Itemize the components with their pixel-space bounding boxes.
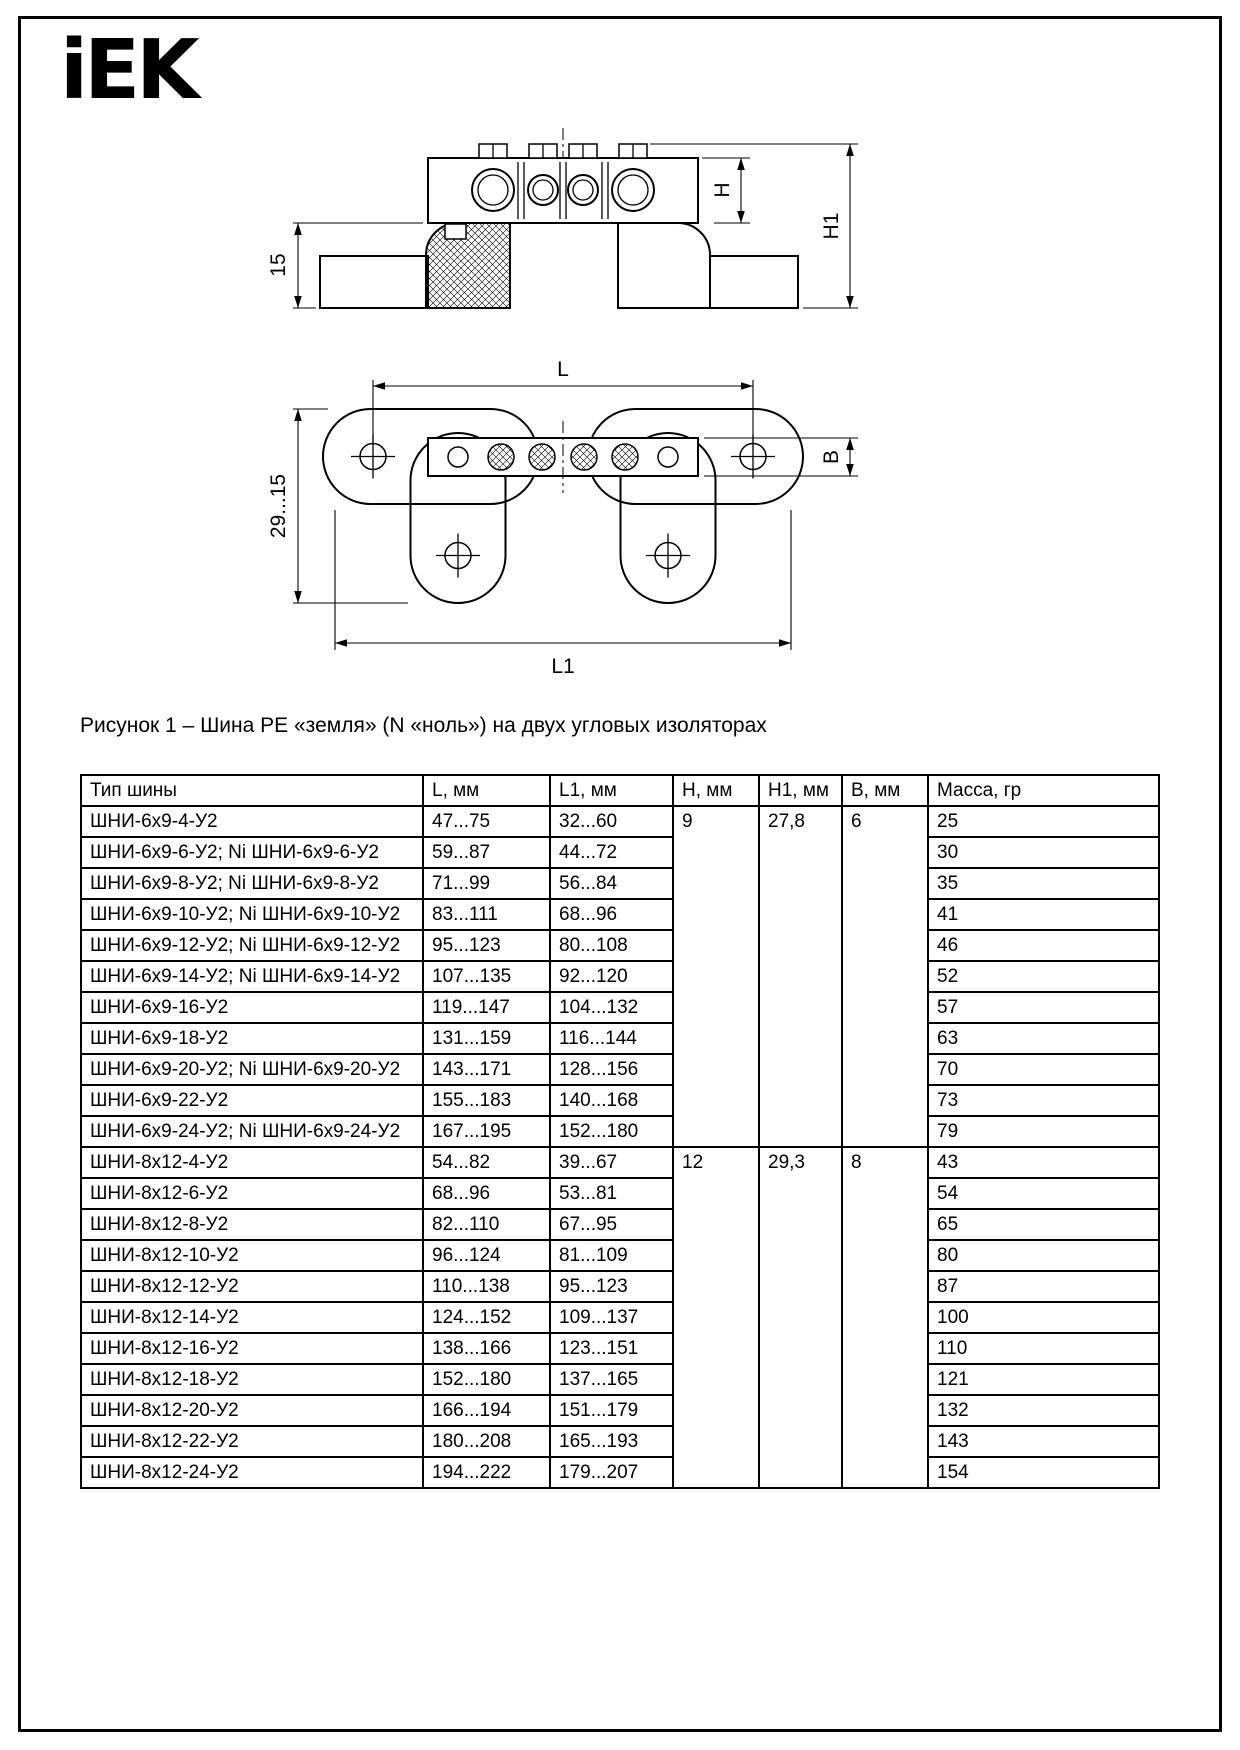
table-cell: 52 xyxy=(928,961,1159,992)
table-cell: ШНИ-6х9-6-У2; Ni ШНИ-6х9-6-У2 xyxy=(81,837,423,868)
table-cell: ШНИ-6х9-8-У2; Ni ШНИ-6х9-8-У2 xyxy=(81,868,423,899)
table-row xyxy=(81,806,1159,837)
table-cell: ШНИ-8х12-18-У2 xyxy=(81,1364,423,1395)
table-cell: ШНИ-8х12-6-У2 xyxy=(81,1178,423,1209)
table-cell: 81...109 xyxy=(550,1240,673,1271)
dim-label-l1: L1 xyxy=(551,655,575,678)
table-cell: 95...123 xyxy=(423,930,550,961)
table-cell: 41 xyxy=(928,899,1159,930)
table-cell: 25 xyxy=(928,806,1159,837)
table-cell: 155...183 xyxy=(423,1085,550,1116)
table-cell: 151...179 xyxy=(550,1395,673,1426)
table-cell: 70 xyxy=(928,1054,1159,1085)
table-cell: 167...195 xyxy=(423,1116,550,1147)
col-header-h1: Н1, мм xyxy=(759,775,842,806)
table-cell: 54...82 xyxy=(423,1147,550,1178)
table-cell: 131...159 xyxy=(423,1023,550,1054)
table-cell: 71...99 xyxy=(423,868,550,899)
table-cell: 39...67 xyxy=(550,1147,673,1178)
figure-drawing xyxy=(258,128,878,688)
table-cell: 68...96 xyxy=(423,1178,550,1209)
table-cell: 35 xyxy=(928,868,1159,899)
table-cell: 128...156 xyxy=(550,1054,673,1085)
table-row xyxy=(81,930,1159,961)
table-cell: 152...180 xyxy=(423,1364,550,1395)
table-row xyxy=(81,899,1159,930)
table-cell: 9 xyxy=(673,806,759,1147)
table-cell: 137...165 xyxy=(550,1364,673,1395)
spec-table-body xyxy=(81,806,1159,1488)
table-cell: 6 xyxy=(842,806,928,1147)
table-cell: 80...108 xyxy=(550,930,673,961)
table-cell: 180...208 xyxy=(423,1426,550,1457)
table-cell: 29,3 xyxy=(759,1147,842,1488)
table-row xyxy=(81,1147,1159,1178)
table-row xyxy=(81,1209,1159,1240)
table-cell: 44...72 xyxy=(550,837,673,868)
table-cell: ШНИ-8х12-10-У2 xyxy=(81,1240,423,1271)
table-cell: ШНИ-6х9-10-У2; Ni ШНИ-6х9-10-У2 xyxy=(81,899,423,930)
spec-table xyxy=(80,774,1160,1489)
table-cell: 109...137 xyxy=(550,1302,673,1333)
table-cell: ШНИ-6х9-24-У2; Ni ШНИ-6х9-24-У2 xyxy=(81,1116,423,1147)
iek-logo: iEK xyxy=(60,23,196,118)
table-cell: 96...124 xyxy=(423,1240,550,1271)
dim-label-b: B xyxy=(820,449,843,465)
table-row xyxy=(81,1178,1159,1209)
table-cell: 143 xyxy=(928,1426,1159,1457)
col-header-type: Тип шины xyxy=(81,775,423,806)
table-cell: 68...96 xyxy=(550,899,673,930)
table-row xyxy=(81,1364,1159,1395)
dim-label-h: H xyxy=(711,182,734,198)
dim-label-15: 15 xyxy=(267,253,290,277)
table-cell: 63 xyxy=(928,1023,1159,1054)
table-row xyxy=(81,961,1159,992)
table-cell: 123...151 xyxy=(550,1333,673,1364)
table-cell: ШНИ-6х9-22-У2 xyxy=(81,1085,423,1116)
table-cell: 43 xyxy=(928,1147,1159,1178)
table-cell: ШНИ-8х12-24-У2 xyxy=(81,1457,423,1488)
table-cell: ШНИ-8х12-20-У2 xyxy=(81,1395,423,1426)
col-header-l1: L1, мм xyxy=(550,775,673,806)
table-row xyxy=(81,1240,1159,1271)
table-cell: 95...123 xyxy=(550,1271,673,1302)
corner-insulator xyxy=(618,223,710,308)
table-row xyxy=(81,868,1159,899)
table-cell: 110 xyxy=(928,1333,1159,1364)
table-cell: 107...135 xyxy=(423,961,550,992)
table-row xyxy=(81,992,1159,1023)
table-cell: 121 xyxy=(928,1364,1159,1395)
table-cell: ШНИ-8х12-12-У2 xyxy=(81,1271,423,1302)
col-header-b: В, мм xyxy=(842,775,928,806)
figure-caption: Рисунок 1 – Шина PE «земля» (N «ноль») на двух угловых изоляторах xyxy=(80,714,767,737)
table-cell: 138...166 xyxy=(423,1333,550,1364)
table-cell: 47...75 xyxy=(423,806,550,837)
table-cell: 87 xyxy=(928,1271,1159,1302)
table-cell: 80 xyxy=(928,1240,1159,1271)
table-cell: ШНИ-6х9-14-У2; Ni ШНИ-6х9-14-У2 xyxy=(81,961,423,992)
table-row xyxy=(81,1395,1159,1426)
table-row xyxy=(81,1054,1159,1085)
table-cell: ШНИ-6х9-18-У2 xyxy=(81,1023,423,1054)
table-cell: 59...87 xyxy=(423,837,550,868)
table-cell: ШНИ-8х12-4-У2 xyxy=(81,1147,423,1178)
table-cell: ШНИ-6х9-20-У2; Ni ШНИ-6х9-20-У2 xyxy=(81,1054,423,1085)
table-cell: 104...132 xyxy=(550,992,673,1023)
table-row xyxy=(81,1426,1159,1457)
table-cell: ШНИ-6х9-12-У2; Ni ШНИ-6х9-12-У2 xyxy=(81,930,423,961)
table-row xyxy=(81,1302,1159,1333)
table-cell: 179...207 xyxy=(550,1457,673,1488)
table-cell: 57 xyxy=(928,992,1159,1023)
table-cell: 194...222 xyxy=(423,1457,550,1488)
table-cell: 65 xyxy=(928,1209,1159,1240)
table-cell: 73 xyxy=(928,1085,1159,1116)
table-cell: 46 xyxy=(928,930,1159,961)
bus-body xyxy=(428,158,698,223)
table-cell: 166...194 xyxy=(423,1395,550,1426)
table-cell: 83...111 xyxy=(423,899,550,930)
col-header-h: Н, мм xyxy=(673,775,759,806)
table-cell: 27,8 xyxy=(759,806,842,1147)
table-cell: 116...144 xyxy=(550,1023,673,1054)
table-cell: 140...168 xyxy=(550,1085,673,1116)
table-cell: 165...193 xyxy=(550,1426,673,1457)
table-cell: 152...180 xyxy=(550,1116,673,1147)
col-header-mass: Масса, гр xyxy=(928,775,1159,806)
table-cell: 143...171 xyxy=(423,1054,550,1085)
dim-label-l: L xyxy=(557,358,569,381)
col-header-l: L, мм xyxy=(423,775,550,806)
table-cell: 92...120 xyxy=(550,961,673,992)
table-row xyxy=(81,837,1159,868)
plan-view xyxy=(267,358,858,678)
table-cell: 8 xyxy=(842,1147,928,1488)
table-cell: ШНИ-8х12-16-У2 xyxy=(81,1333,423,1364)
dim-label-h1: H1 xyxy=(820,212,843,240)
table-row xyxy=(81,1457,1159,1488)
table-cell: 30 xyxy=(928,837,1159,868)
table-row xyxy=(81,1271,1159,1302)
table-cell: ШНИ-8х12-8-У2 xyxy=(81,1209,423,1240)
table-cell: ШНИ-6х9-16-У2 xyxy=(81,992,423,1023)
table-cell: ШНИ-6х9-4-У2 xyxy=(81,806,423,837)
table-cell: 110...138 xyxy=(423,1271,550,1302)
table-row xyxy=(81,1085,1159,1116)
table-cell: 54 xyxy=(928,1178,1159,1209)
table-row xyxy=(81,1023,1159,1054)
table-cell: 132 xyxy=(928,1395,1159,1426)
table-cell: 82...110 xyxy=(423,1209,550,1240)
table-cell: 67...95 xyxy=(550,1209,673,1240)
table-cell: 154 xyxy=(928,1457,1159,1488)
table-cell: ШНИ-8х12-22-У2 xyxy=(81,1426,423,1457)
table-header-row xyxy=(81,775,1159,806)
elevation-view xyxy=(267,128,858,308)
table-cell: 79 xyxy=(928,1116,1159,1147)
table-cell: 56...84 xyxy=(550,868,673,899)
dim-label-range: 29...15 xyxy=(267,473,290,539)
corner-insulator-section xyxy=(426,223,510,308)
table-cell: 53...81 xyxy=(550,1178,673,1209)
table-cell: ШНИ-8х12-14-У2 xyxy=(81,1302,423,1333)
table-row xyxy=(81,1333,1159,1364)
table-cell: 100 xyxy=(928,1302,1159,1333)
table-cell: 124...152 xyxy=(423,1302,550,1333)
table-cell: 119...147 xyxy=(423,992,550,1023)
table-row xyxy=(81,1116,1159,1147)
table-cell: 32...60 xyxy=(550,806,673,837)
table-cell: 12 xyxy=(673,1147,759,1488)
